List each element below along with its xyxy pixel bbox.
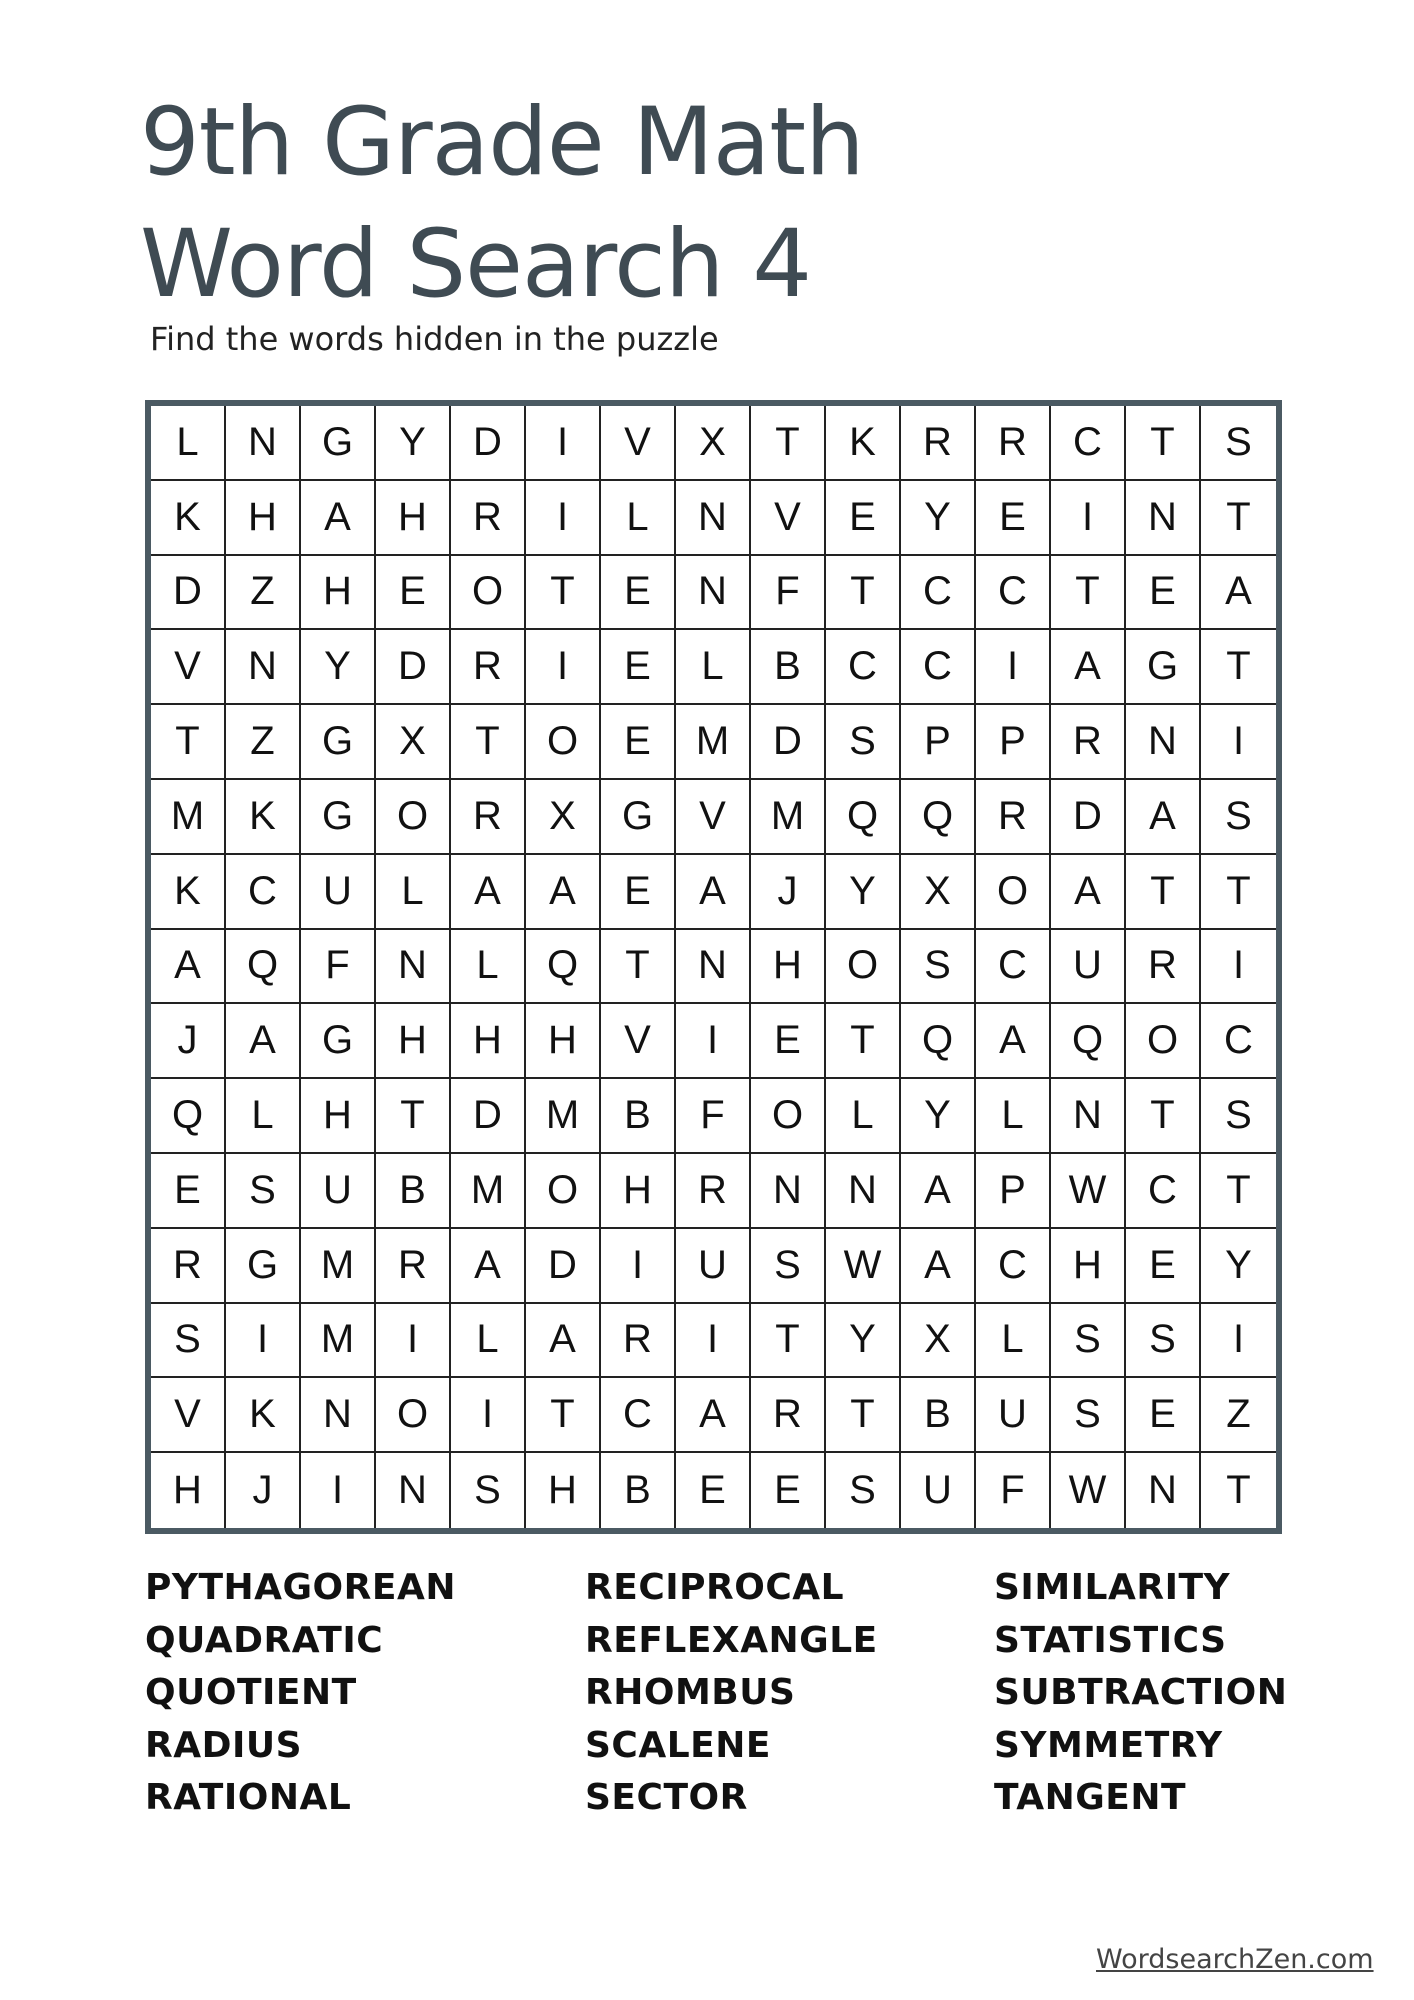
grid-cell[interactable]: T — [451, 705, 526, 780]
grid-cell[interactable]: S — [1051, 1378, 1126, 1453]
grid-cell[interactable]: E — [601, 705, 676, 780]
grid-cell[interactable]: T — [751, 406, 826, 481]
grid-cell[interactable]: R — [976, 406, 1051, 481]
word-list-item: SUBTRACTION — [994, 1672, 1288, 1713]
grid-cell[interactable]: S — [1126, 1304, 1201, 1379]
grid-cell[interactable]: O — [376, 1378, 451, 1453]
grid-cell[interactable]: V — [751, 481, 826, 556]
grid-cell[interactable]: R — [601, 1304, 676, 1379]
grid-cell[interactable]: G — [226, 1229, 301, 1304]
grid-cell[interactable]: I — [1201, 1304, 1276, 1379]
grid-cell[interactable]: W — [1051, 1453, 1126, 1528]
grid-cell[interactable]: T — [826, 556, 901, 631]
grid-cell[interactable]: D — [751, 705, 826, 780]
grid-cell[interactable]: R — [901, 406, 976, 481]
grid-cell[interactable]: A — [976, 1004, 1051, 1079]
grid-cell[interactable]: X — [526, 780, 601, 855]
grid-cell[interactable]: A — [676, 855, 751, 930]
grid-cell[interactable]: Y — [826, 1304, 901, 1379]
word-list-item: RADIUS — [145, 1724, 303, 1766]
grid-cell[interactable]: I — [526, 481, 601, 556]
grid-cell[interactable]: U — [1051, 930, 1126, 1005]
grid-cell[interactable]: O — [976, 855, 1051, 930]
grid-cell[interactable]: H — [526, 1004, 601, 1079]
grid-cell[interactable]: J — [226, 1453, 301, 1528]
grid-cell[interactable]: R — [751, 1378, 826, 1453]
grid-cell[interactable]: L — [451, 930, 526, 1005]
grid-cell[interactable]: E — [976, 481, 1051, 556]
grid-cell[interactable]: B — [601, 1453, 676, 1528]
word-list-item: QUADRATIC — [145, 1619, 384, 1661]
grid-cell[interactable]: E — [751, 1004, 826, 1079]
instructions: Find the words hidden in the puzzle — [150, 320, 719, 358]
grid-cell[interactable]: J — [751, 855, 826, 930]
grid-cell[interactable]: N — [1126, 705, 1201, 780]
grid-cell[interactable]: K — [151, 855, 226, 930]
grid-cell[interactable]: O — [751, 1079, 826, 1154]
word-column-3 — [994, 1562, 1287, 1825]
grid-cell[interactable]: E — [601, 556, 676, 631]
grid-cell[interactable]: T — [151, 705, 226, 780]
grid-cell[interactable]: Q — [826, 780, 901, 855]
grid-cell[interactable]: W — [1051, 1154, 1126, 1229]
grid-cell[interactable]: R — [976, 780, 1051, 855]
grid-cell[interactable]: X — [676, 406, 751, 481]
grid-cell[interactable]: C — [1051, 406, 1126, 481]
grid-cell[interactable]: T — [1126, 1079, 1201, 1154]
grid-cell[interactable]: A — [451, 1229, 526, 1304]
grid-cell[interactable]: A — [1051, 855, 1126, 930]
grid-cell[interactable]: Y — [301, 630, 376, 705]
grid-cell[interactable]: J — [151, 1004, 226, 1079]
grid-cell[interactable]: U — [901, 1453, 976, 1528]
grid-cell[interactable]: N — [226, 406, 301, 481]
grid-cell[interactable]: X — [376, 705, 451, 780]
grid-cell[interactable]: I — [301, 1453, 376, 1528]
grid-cell[interactable]: Y — [901, 481, 976, 556]
grid-cell[interactable]: V — [151, 630, 226, 705]
grid-cell[interactable]: Q — [901, 1004, 976, 1079]
grid-cell[interactable]: A — [901, 1154, 976, 1229]
grid-cell[interactable]: P — [976, 705, 1051, 780]
grid-cell[interactable]: E — [601, 855, 676, 930]
grid-cell[interactable]: A — [1051, 630, 1126, 705]
grid-cell[interactable]: C — [976, 1229, 1051, 1304]
grid-cell[interactable]: H — [301, 556, 376, 631]
grid-cell[interactable]: T — [526, 1378, 601, 1453]
grid-cell[interactable]: A — [901, 1229, 976, 1304]
grid-cell[interactable]: N — [676, 556, 751, 631]
grid-cell[interactable]: U — [301, 855, 376, 930]
grid-cell[interactable]: G — [301, 780, 376, 855]
grid-cell[interactable]: Q — [226, 930, 301, 1005]
word-list-item: SYMMETRY — [994, 1724, 1223, 1766]
grid-cell[interactable]: I — [676, 1004, 751, 1079]
grid-cell[interactable]: D — [376, 630, 451, 705]
grid-cell[interactable]: I — [1201, 705, 1276, 780]
grid-cell[interactable]: G — [301, 406, 376, 481]
grid-cell[interactable]: H — [376, 1004, 451, 1079]
grid-cell[interactable]: U — [676, 1229, 751, 1304]
grid-cell[interactable]: B — [601, 1079, 676, 1154]
grid-cell[interactable]: R — [1126, 930, 1201, 1005]
grid-cell[interactable]: Y — [826, 855, 901, 930]
page-title — [140, 82, 864, 326]
grid-cell[interactable]: Z — [1201, 1378, 1276, 1453]
grid-cell[interactable]: Y — [376, 406, 451, 481]
grid-cell[interactable]: D — [1051, 780, 1126, 855]
grid-cell[interactable]: S — [1051, 1304, 1126, 1379]
grid-cell[interactable]: S — [1201, 406, 1276, 481]
grid-cell[interactable]: V — [676, 780, 751, 855]
grid-cell[interactable]: D — [451, 406, 526, 481]
grid-cell[interactable]: V — [601, 1004, 676, 1079]
grid-cell[interactable]: K — [826, 406, 901, 481]
grid-cell[interactable]: G — [301, 705, 376, 780]
grid-cell[interactable]: Z — [226, 556, 301, 631]
grid-cell[interactable]: K — [226, 780, 301, 855]
grid-cell[interactable]: T — [601, 930, 676, 1005]
grid-cell[interactable]: X — [901, 855, 976, 930]
grid-cell[interactable]: A — [301, 481, 376, 556]
grid-cell[interactable]: I — [451, 1378, 526, 1453]
grid-cell[interactable]: C — [976, 930, 1051, 1005]
grid-cell[interactable]: C — [976, 556, 1051, 631]
grid-cell[interactable]: A — [451, 855, 526, 930]
grid-cell[interactable]: E — [376, 556, 451, 631]
grid-cell[interactable]: N — [301, 1378, 376, 1453]
grid-cell[interactable]: Z — [226, 705, 301, 780]
grid-cell[interactable]: I — [1201, 930, 1276, 1005]
grid-cell[interactable]: L — [151, 406, 226, 481]
grid-cell[interactable]: T — [1051, 556, 1126, 631]
grid-cell[interactable]: Y — [901, 1079, 976, 1154]
grid-cell[interactable]: L — [451, 1304, 526, 1379]
grid-cell[interactable]: R — [676, 1154, 751, 1229]
grid-cell[interactable]: N — [826, 1154, 901, 1229]
word-list-item: RHOMBUS — [585, 1672, 796, 1713]
grid-cell[interactable]: L — [601, 481, 676, 556]
title-line-1: 9th Grade Math — [140, 88, 864, 197]
grid-cell[interactable]: T — [1126, 855, 1201, 930]
grid-cell[interactable]: M — [451, 1154, 526, 1229]
grid-cell[interactable]: E — [826, 481, 901, 556]
grid-cell[interactable]: H — [751, 930, 826, 1005]
grid-cell[interactable]: L — [226, 1079, 301, 1154]
grid-cell[interactable]: G — [601, 780, 676, 855]
grid-cell[interactable]: N — [676, 481, 751, 556]
grid-cell[interactable]: B — [751, 630, 826, 705]
grid-cell[interactable]: S — [1201, 780, 1276, 855]
grid-cell[interactable]: R — [451, 630, 526, 705]
grid-cell[interactable]: T — [826, 1004, 901, 1079]
grid-cell[interactable]: O — [451, 556, 526, 631]
grid-cell[interactable]: R — [1051, 705, 1126, 780]
grid-cell[interactable]: H — [151, 1453, 226, 1528]
grid-cell[interactable]: H — [601, 1154, 676, 1229]
grid-cell[interactable]: G — [301, 1004, 376, 1079]
grid-cell[interactable]: U — [301, 1154, 376, 1229]
grid-cell[interactable]: E — [676, 1453, 751, 1528]
grid-cell[interactable]: O — [1126, 1004, 1201, 1079]
grid-cell[interactable]: R — [376, 1229, 451, 1304]
word-list-item: SECTOR — [585, 1777, 748, 1818]
grid-cell[interactable]: P — [976, 1154, 1051, 1229]
grid-cell[interactable]: N — [226, 630, 301, 705]
grid-cell[interactable]: I — [526, 630, 601, 705]
grid-cell[interactable]: H — [226, 481, 301, 556]
grid-cell[interactable]: U — [976, 1378, 1051, 1453]
title-line-2: Word Search 4 — [140, 210, 812, 319]
grid-cell[interactable]: O — [376, 780, 451, 855]
grid-cell[interactable]: O — [526, 705, 601, 780]
grid-cell[interactable]: W — [826, 1229, 901, 1304]
grid-cell[interactable]: R — [451, 481, 526, 556]
grid-cell[interactable]: V — [151, 1378, 226, 1453]
grid-cell[interactable]: M — [676, 705, 751, 780]
grid-cell[interactable]: E — [1126, 556, 1201, 631]
word-list-item: STATISTICS — [994, 1619, 1227, 1661]
grid-cell[interactable]: F — [676, 1079, 751, 1154]
grid-cell[interactable]: S — [901, 930, 976, 1005]
grid-cell[interactable]: L — [976, 1304, 1051, 1379]
grid-cell[interactable]: Q — [901, 780, 976, 855]
grid-cell[interactable]: H — [526, 1453, 601, 1528]
grid-cell[interactable]: M — [526, 1079, 601, 1154]
grid-cell[interactable]: C — [226, 855, 301, 930]
grid-cell[interactable]: S — [451, 1453, 526, 1528]
grid-cell[interactable]: T — [1126, 406, 1201, 481]
grid-cell[interactable]: P — [901, 705, 976, 780]
grid-cell[interactable]: D — [151, 556, 226, 631]
word-list-item: REFLEXANGLE — [585, 1619, 878, 1661]
grid-cell[interactable]: F — [976, 1453, 1051, 1528]
grid-cell[interactable]: N — [1126, 481, 1201, 556]
grid-cell[interactable]: K — [151, 481, 226, 556]
grid-cell[interactable]: S — [826, 1453, 901, 1528]
grid-cell[interactable]: T — [751, 1304, 826, 1379]
word-list-item: SIMILARITY — [994, 1567, 1231, 1608]
grid-cell[interactable]: S — [751, 1229, 826, 1304]
grid-cell[interactable]: E — [601, 630, 676, 705]
grid-cell[interactable]: A — [526, 855, 601, 930]
word-list-item: TANGENT — [994, 1777, 1187, 1818]
grid-cell[interactable]: N — [1126, 1453, 1201, 1528]
grid-cell[interactable]: R — [451, 780, 526, 855]
grid-cell[interactable]: B — [376, 1154, 451, 1229]
grid-cell[interactable]: L — [676, 630, 751, 705]
word-list-item: SCALENE — [585, 1724, 771, 1766]
grid-cell[interactable]: M — [751, 780, 826, 855]
word-column-2 — [585, 1562, 878, 1825]
grid-cell[interactable]: N — [751, 1154, 826, 1229]
grid-cell[interactable]: C — [826, 630, 901, 705]
grid-cell[interactable]: C — [901, 556, 976, 631]
grid-cell[interactable]: I — [976, 630, 1051, 705]
grid-cell[interactable]: M — [301, 1229, 376, 1304]
grid-cell[interactable]: Q — [151, 1079, 226, 1154]
grid-cell[interactable]: C — [601, 1378, 676, 1453]
grid-cell[interactable]: A — [1126, 780, 1201, 855]
grid-cell[interactable]: K — [226, 1378, 301, 1453]
grid-cell[interactable]: T — [1201, 481, 1276, 556]
word-list-item: RECIPROCAL — [585, 1567, 845, 1608]
grid-cell[interactable]: H — [451, 1004, 526, 1079]
grid-cell[interactable]: G — [1126, 630, 1201, 705]
word-list-item: RATIONAL — [145, 1777, 352, 1818]
grid-cell[interactable]: N — [376, 930, 451, 1005]
grid-cell[interactable]: T — [1201, 1154, 1276, 1229]
grid-cell[interactable]: E — [1126, 1378, 1201, 1453]
grid-cell[interactable]: Q — [1051, 1004, 1126, 1079]
grid-cell[interactable]: O — [526, 1154, 601, 1229]
grid-cell[interactable]: L — [376, 855, 451, 930]
grid-cell[interactable]: I — [1051, 481, 1126, 556]
grid-cell[interactable]: F — [301, 930, 376, 1005]
grid-cell[interactable]: E — [751, 1453, 826, 1528]
grid-cell[interactable]: I — [526, 406, 601, 481]
grid-cell[interactable]: S — [826, 705, 901, 780]
grid-cell[interactable]: I — [601, 1229, 676, 1304]
grid-cell[interactable]: M — [301, 1304, 376, 1379]
grid-cell[interactable]: T — [526, 556, 601, 631]
grid-cell[interactable]: H — [1051, 1229, 1126, 1304]
grid-cell[interactable]: A — [1201, 556, 1276, 631]
word-list-item: QUOTIENT — [145, 1672, 357, 1713]
grid-cell[interactable]: Y — [1201, 1229, 1276, 1304]
grid-cell[interactable]: N — [1051, 1079, 1126, 1154]
grid-cell[interactable]: N — [376, 1453, 451, 1528]
grid-cell[interactable]: E — [1126, 1229, 1201, 1304]
grid-cell[interactable]: D — [526, 1229, 601, 1304]
grid-cell[interactable]: I — [676, 1304, 751, 1379]
grid-cell[interactable]: A — [226, 1004, 301, 1079]
grid-cell[interactable]: X — [901, 1304, 976, 1379]
grid-cell[interactable]: C — [1201, 1004, 1276, 1079]
grid-cell[interactable]: T — [1201, 855, 1276, 930]
grid-cell[interactable]: O — [826, 930, 901, 1005]
grid-cell[interactable]: H — [301, 1079, 376, 1154]
grid-cell[interactable]: V — [601, 406, 676, 481]
grid-cell[interactable]: T — [1201, 630, 1276, 705]
grid-cell[interactable]: I — [376, 1304, 451, 1379]
grid-cell[interactable]: F — [751, 556, 826, 631]
grid-cell[interactable]: T — [1226, 1468, 1251, 1513]
word-search-grid — [145, 400, 1282, 1534]
grid-cell[interactable]: B — [901, 1378, 976, 1453]
grid-cell[interactable]: C — [901, 630, 976, 705]
grid-cell[interactable]: I — [226, 1304, 301, 1379]
grid-cell[interactable]: A — [526, 1304, 601, 1379]
grid-cell[interactable]: A — [676, 1378, 751, 1453]
word-column-1 — [145, 1562, 456, 1825]
grid-cell[interactable]: D — [451, 1079, 526, 1154]
grid-cell[interactable]: S — [226, 1154, 301, 1229]
grid-cell[interactable]: L — [976, 1079, 1051, 1154]
word-list-item: PYTHAGOREAN — [145, 1567, 456, 1608]
grid-cell[interactable]: M — [151, 780, 226, 855]
grid-cell[interactable]: A — [151, 930, 226, 1005]
grid-cell[interactable]: N — [676, 930, 751, 1005]
grid-cell[interactable]: T — [376, 1079, 451, 1154]
footer-link[interactable]: WordsearchZen.com — [1096, 1944, 1374, 1975]
grid-cell[interactable]: C — [1126, 1154, 1201, 1229]
grid-cell[interactable]: L — [826, 1079, 901, 1154]
grid-cell[interactable]: S — [151, 1304, 226, 1379]
grid-cell[interactable]: T — [826, 1378, 901, 1453]
grid-cell[interactable]: H — [376, 481, 451, 556]
grid-cell[interactable]: S — [1201, 1079, 1276, 1154]
grid-cell[interactable]: E — [151, 1154, 226, 1229]
grid-cell[interactable]: R — [151, 1229, 226, 1304]
grid-cell[interactable]: Q — [526, 930, 601, 1005]
